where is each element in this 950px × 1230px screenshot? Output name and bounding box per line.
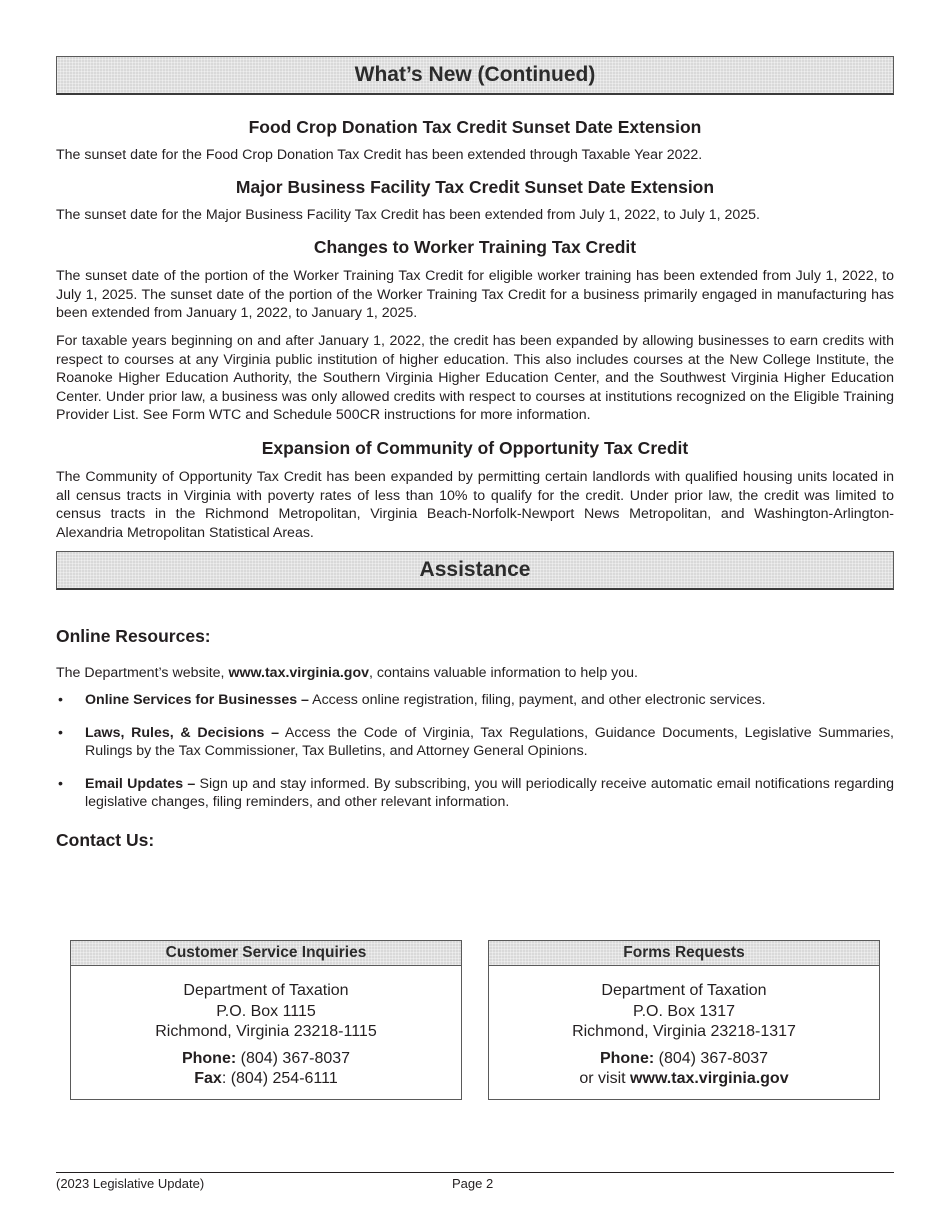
section-heading-community-opportunity: Expansion of Community of Opportunity Tax Credit xyxy=(261,437,689,458)
section-text-worker-training-1: The sunset date of the portion of the Worker Training Tax Credit for eligible worker training has been extended from July 1, 2022, to July 1, 2025. The sunset date of the portion of the Worker Training Tax Credit for a business primarily engaged in manufacturing has been extended from January 1, 2022, to January 1, 2025. xyxy=(56,268,894,322)
intro-text: The Department’s website, xyxy=(56,665,229,682)
assistance-banner: Assistance xyxy=(56,551,894,590)
phone-number: (804) 367-8037 xyxy=(236,1049,351,1067)
section-heading-food-crop: Food Crop Donation Tax Credit Sunset Date Extension xyxy=(248,117,702,137)
list-item-title: Online Services for Businesses – xyxy=(85,691,309,708)
forms-visit xyxy=(489,1069,879,1090)
page-content xyxy=(56,56,894,851)
whats-new-banner: What’s New (Continued) xyxy=(56,56,894,95)
page-footer xyxy=(56,1172,894,1191)
forms-website-link[interactable]: www.tax.virginia.gov xyxy=(630,1070,789,1087)
section-text-worker-training-2: For taxable years beginning on and after January 1, 2022, the credit has been expanded by allowing businesses to earn credits with respect to courses at any Virginia public institution of higher education. This also includes courses at the New College Institute, the Roanoke Higher Education Authority, the Southern Virginia Higher Education Center, and the Southwest Virginia Higher Education Center. Under prior law, a business was only allowed credits with respect to courses at institutions recognized on the Eligible Training Provider List. See Form WTC and Schedule 500CR instructions for more information. xyxy=(56,332,894,424)
forms-requests-title: Forms Requests xyxy=(489,941,879,966)
footer-publication: (2023 Legislative Update) xyxy=(56,1176,205,1191)
fax-number: : (804) 254-6111 xyxy=(221,1070,338,1087)
online-resources-list xyxy=(56,691,894,812)
phone-number: (804) 367-8037 xyxy=(654,1049,769,1067)
contact-us-heading: Contact Us: xyxy=(56,829,155,850)
customer-service-box xyxy=(70,940,462,1100)
intro-text-end: , contains valuable information to help you. xyxy=(369,665,638,682)
section-text-food-crop: The sunset date for the Food Crop Donation Tax Credit has been extended through Taxable Year 2022. xyxy=(56,147,703,163)
online-resources-heading: Online Resources: xyxy=(56,626,211,647)
bullet-icon: • xyxy=(58,775,63,792)
forms-po-box: P.O. Box 1317 xyxy=(633,1002,735,1020)
customer-po-box: P.O. Box 1115 xyxy=(216,1002,316,1020)
online-resources-intro xyxy=(56,664,894,683)
customer-city: Richmond, Virginia 23218-1115 xyxy=(155,1023,377,1040)
bullet-icon: • xyxy=(58,691,63,708)
section-text-community-opportunity: The Community of Opportunity Tax Credit has been expanded by permitting certain landlords with qualified housing units located in all census tracts in Virginia with poverty rates of less than 10% to qualify for the credit. Under prior law, the credit was limited to census tracts in the Richmond Metropolitan, Virginia Beach-Norfolk-Newport News Metropolitan, and Washington-Arlington-Alexandria Metropolitan Statistical Areas. xyxy=(56,468,894,541)
visit-text: or visit xyxy=(579,1070,631,1087)
website-link[interactable]: www.tax.virginia.gov xyxy=(228,665,370,682)
section-heading-major-business: Major Business Facility Tax Credit Sunset Date Extension xyxy=(235,176,715,197)
page-number: Page 2 xyxy=(452,1176,494,1191)
section-text-major-business: The sunset date for the Major Business Facility Tax Credit has been extended from July 1, 2022, to July 1, 2025. xyxy=(56,206,760,223)
list-item xyxy=(56,775,894,812)
list-item xyxy=(56,724,894,761)
forms-dept: Department of Taxation xyxy=(601,982,767,999)
bullet-icon: • xyxy=(58,724,63,741)
contact-boxes xyxy=(70,940,880,1100)
phone-label: Phone: xyxy=(599,1049,655,1067)
customer-service-title: Customer Service Inquiries xyxy=(71,941,461,966)
list-item-title: Laws, Rules, & Decisions – xyxy=(85,724,279,741)
list-item-text: Access the Code of Virginia, Tax Regulations, Guidance Documents, Legislative Summaries, Rulings by the Tax Commissioner, Tax Bulletins, and Attorney General Opinions. xyxy=(85,724,894,760)
list-item-text: Access online registration, filing, payment, and other electronic services. xyxy=(308,691,766,708)
section-heading-worker-training: Changes to Worker Training Tax Credit xyxy=(313,237,637,258)
customer-fax xyxy=(71,1069,461,1090)
list-item xyxy=(56,691,894,710)
list-item-text: Sign up and stay informed. By subscribing, you will periodically receive automatic email notifications regarding legislative changes, filing reminders, and other relevant information. xyxy=(85,775,894,811)
customer-phone xyxy=(71,1049,461,1070)
customer-dept: Department of Taxation xyxy=(183,982,349,999)
fax-label: Fax xyxy=(194,1070,222,1087)
forms-city: Richmond, Virginia 23218-1317 xyxy=(572,1023,796,1040)
forms-phone xyxy=(489,1049,879,1070)
forms-requests-box xyxy=(488,940,880,1100)
phone-label: Phone: xyxy=(181,1049,237,1067)
list-item-title: Email Updates – xyxy=(85,775,196,792)
